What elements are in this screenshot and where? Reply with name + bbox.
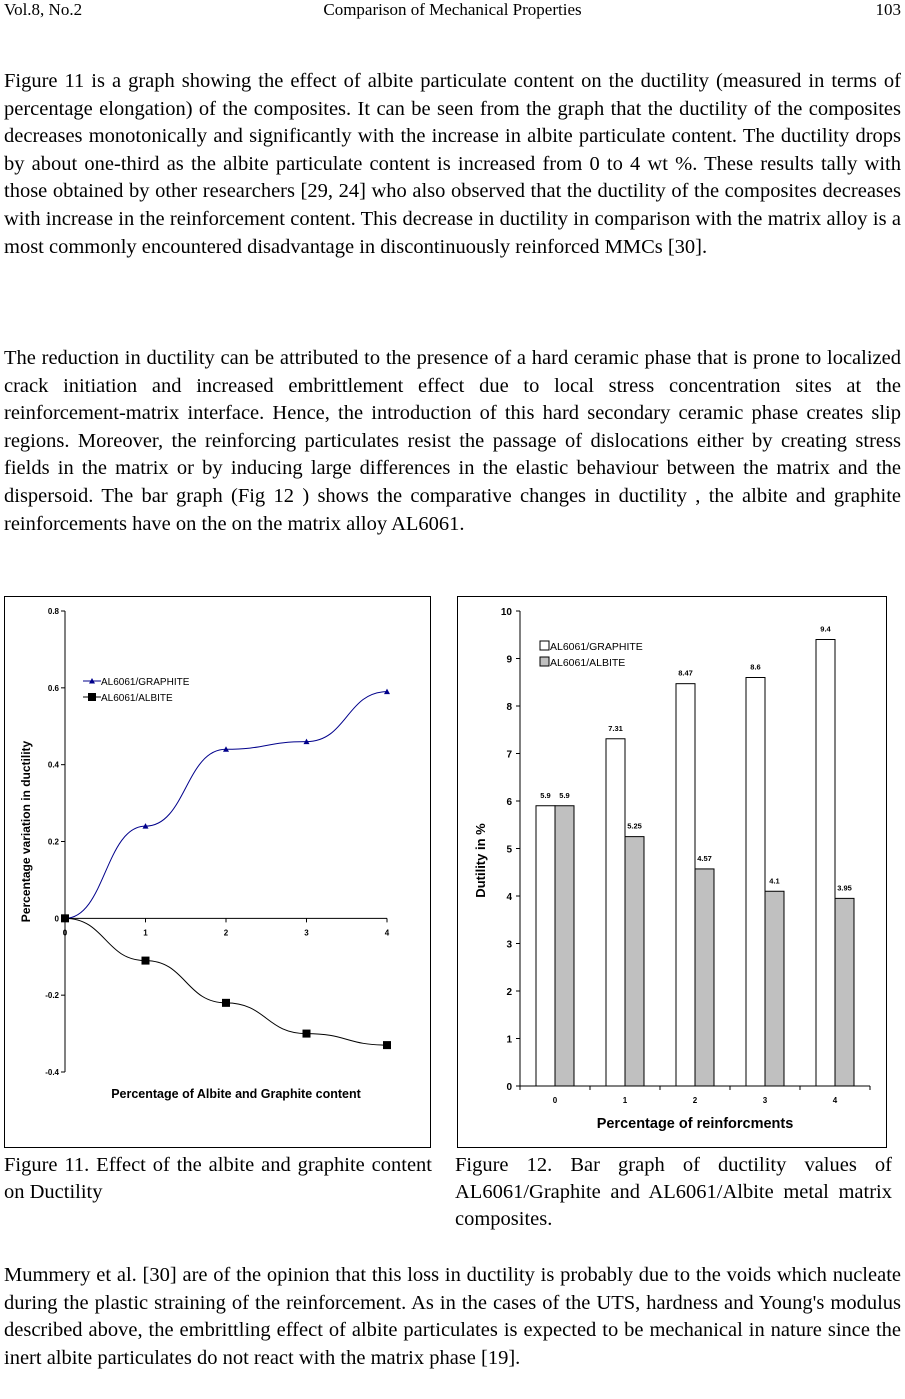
x-tick-label: 1: [143, 928, 148, 938]
graphite-bar: [816, 640, 835, 1087]
albite-point: [303, 1030, 311, 1038]
y-tick-label: 2: [506, 987, 512, 998]
y-tick-label: 3: [506, 939, 512, 951]
x-tick-label: 3: [304, 928, 309, 938]
albite-point: [222, 999, 230, 1007]
figure-12-caption: Figure 12. Bar graph of ductility values of AL6061/Graphite and AL6061/Albite metal matrix composites.: [455, 1154, 892, 1230]
albite-bar: [695, 869, 714, 1086]
y-tick-label: 0.6: [47, 683, 59, 693]
bar-value-label: 5.9: [559, 790, 570, 800]
figure-12-bar-chart: [458, 597, 886, 1147]
y-tick-label: 9: [506, 654, 512, 666]
paragraph-3: Mummery et al. [30] are of the opinion that this loss in ductility is probably due to the voids which nucleate during the plastic straining of the reinforcement. As in the cases of the UTS, hardness and Young's modulus described above, the embrittling effect of albite particulates is expected to be mechanical in nature since the inert albite particulates do not react with the matrix phase [19].: [4, 1264, 901, 1369]
graphite-bar: [536, 806, 555, 1086]
bar-value-label: 4.1: [769, 876, 780, 886]
graphite-bar: [606, 739, 625, 1086]
bar-value-label: 3.95: [837, 883, 852, 893]
y-tick-label: 0.4: [47, 760, 59, 770]
paragraph-1: Figure 11 is a graph showing the effect of albite particulate content on the ductility (measured in terms of percentage elongation) of the composites. It can be seen from the graph that the ductility of the composites decreases monotonically and significantly with the increase in albite particulate content. The ductility drops by about one-third as the albite particulate content is increased from 0 to 4 wt %. These results tally with those obtained by other researchers [29, 24] who also observed that the ductility of the composites decreases with increase in the reinforcement content. This decrease in ductility in comparison with the matrix alloy is a most commonly encountered disadvantage in discontinuously reinforced MMCs [30].: [4, 70, 901, 258]
figure-11-caption: Figure 11. Effect of the albite and graphite content on Ductility: [4, 1154, 432, 1203]
y-tick-label: 5: [506, 844, 512, 856]
legend-label: AL6061/ALBITE: [550, 657, 626, 669]
figure-11-frame: [4, 596, 431, 1148]
x-axis-title: Percentage of Albite and Graphite content: [111, 1087, 361, 1101]
x-tick-label: 0: [62, 928, 68, 938]
series-line-0: [65, 692, 387, 919]
legend-swatch: [540, 641, 549, 650]
bar-value-label: 8.47: [678, 668, 693, 678]
y-tick-label: 0: [506, 1082, 512, 1093]
legend-label: AL6061/GRAPHITE: [101, 677, 190, 688]
bar-value-label: 7.31: [608, 723, 623, 733]
x-tick-label: 1: [622, 1096, 628, 1105]
y-tick-label: -0.2: [45, 991, 59, 1001]
x-tick-label: 4: [832, 1096, 838, 1105]
y-tick-label: 6: [506, 797, 512, 808]
y-axis-title: Dutility in %: [473, 823, 488, 898]
y-tick-label: 0.8: [47, 607, 59, 616]
bar-value-label: 9.4: [820, 624, 831, 634]
x-axis-title: Percentage of reinforcments: [596, 1116, 794, 1132]
journal-volume: Vol.8, No.2: [4, 0, 83, 19]
bar-value-label: 5.9: [540, 790, 551, 800]
albite-bar: [625, 837, 644, 1086]
x-tick-label: 2: [692, 1096, 698, 1105]
graphite-bar: [676, 684, 695, 1086]
page-number: 103: [875, 0, 901, 19]
y-tick-label: 8: [506, 702, 512, 713]
x-tick-label: 2: [223, 928, 229, 938]
legend-marker: [88, 693, 96, 701]
x-tick-label: 3: [762, 1096, 768, 1105]
legend-swatch: [540, 657, 549, 666]
running-title: Comparison of Mechanical Properties: [323, 0, 582, 19]
y-tick-label: 7: [506, 749, 512, 761]
legend-label: AL6061/GRAPHITE: [550, 641, 643, 653]
y-tick-label: 4: [506, 892, 512, 903]
albite-point: [142, 957, 150, 965]
albite-point: [61, 914, 69, 922]
figure-11-line-chart: [5, 597, 430, 1147]
bar-value-label: 5.25: [627, 821, 642, 831]
albite-bar: [835, 898, 854, 1086]
series-line-1: [62, 918, 387, 1045]
x-tick-label: 0: [552, 1096, 558, 1105]
albite-point: [383, 1041, 391, 1049]
paragraph-2: The reduction in ductility can be attributed to the presence of a hard ceramic phase that is prone to localized crack initiation and increased embrittlement effect due to local stress concentration sites at the reinforcement-matrix interface. Hence, the introduction of this hard secondary ceramic phase creates slip regions. Moreover, the reinforcing particulates resist the passage of dislocations either by creating stress fields in the matrix or by inducing large differences in the elastic behaviour between the matrix and the dispersoid. The bar graph (Fig 12 ) shows the comparative changes in ductility , the albite and graphite reinforcements have on the on the matrix alloy AL6061.: [4, 347, 901, 535]
y-tick-label: -0.4: [45, 1068, 59, 1077]
albite-bar: [555, 806, 574, 1086]
figure-12-frame: [457, 596, 887, 1148]
y-tick-label: 0.2: [47, 837, 59, 847]
y-axis-title: Percentage variation in ductility: [19, 740, 33, 923]
y-tick-label: 1: [506, 1034, 512, 1046]
bar-value-label: 4.57: [697, 853, 712, 863]
running-header: [4, 0, 901, 22]
graphite-bar: [746, 678, 765, 1087]
x-tick-label: 4: [384, 928, 390, 938]
y-tick-label: 0: [54, 914, 59, 924]
legend-label: AL6061/ALBITE: [101, 693, 173, 704]
y-tick-label: 10: [500, 607, 512, 618]
albite-bar: [765, 891, 784, 1086]
bar-value-label: 8.6: [750, 662, 761, 672]
